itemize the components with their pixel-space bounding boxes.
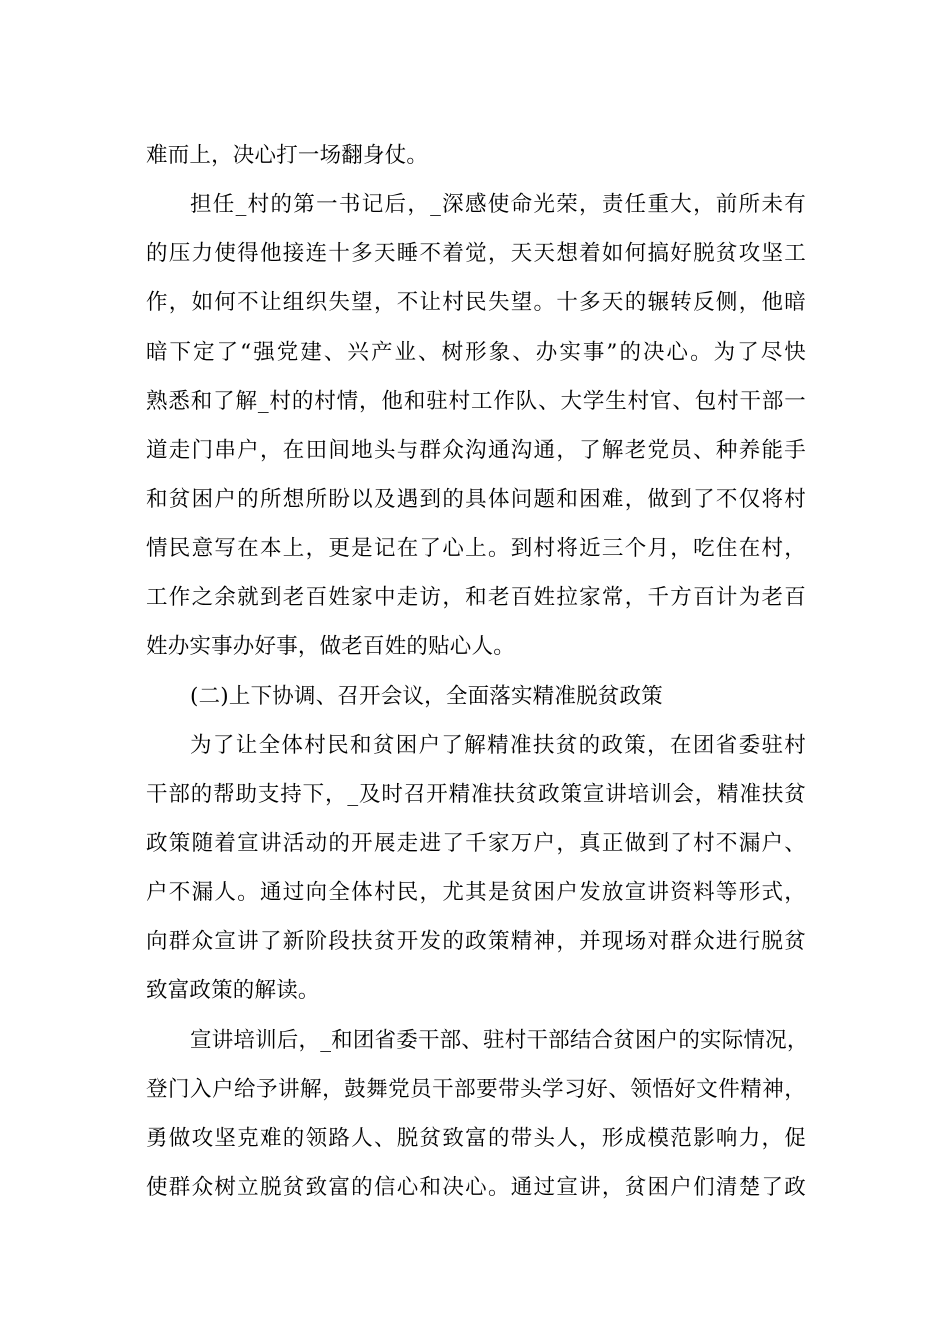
text-line: 使群众树立脱贫致富的信心和决心。通过宣讲，贫困户们清楚了政 <box>146 1174 806 1200</box>
text-line: 道走门串户，在田间地头与群众沟通沟通，了解老党员、种养能手 <box>146 437 806 463</box>
text-line: 干部的帮助支持下，_及时召开精准扶贫政策宣讲培训会，精准扶贫 <box>146 781 806 807</box>
text-line: 熟悉和了解_村的村情，他和驻村工作队、大学生村官、包村干部一 <box>146 388 806 414</box>
text-line: 工作之余就到老百姓家中走访，和老百姓拉家常，千方百计为老百 <box>146 585 806 611</box>
section-heading: (二)上下协调、召开会议，全面落实精准脱贫政策 <box>190 683 663 709</box>
text-line: 暗下定了“强党建、兴产业、树形象、办实事”的决心。为了尽快 <box>146 339 806 365</box>
text-line: 致富政策的解读。 <box>146 978 320 1004</box>
text-line: 户不漏人。通过向全体村民，尤其是贫困户发放宣讲资料等形式， <box>146 880 806 906</box>
text-line: 政策随着宣讲活动的开展走进了千家万户，真正做到了村不漏户、 <box>146 830 806 856</box>
text-line: 姓办实事办好事，做老百姓的贴心人。 <box>146 634 515 660</box>
text-line: 为了让全体村民和贫困户了解精准扶贫的政策，在团省委驻村 <box>190 732 806 758</box>
text-line: 宣讲培训后，_和团省委干部、驻村干部结合贫困户的实际情况， <box>190 1027 809 1053</box>
text-line: 作，如何不让组织失望，不让村民失望。十多天的辗转反侧，他暗 <box>146 290 806 316</box>
text-line: 的压力使得他接连十多天睡不着觉，天天想着如何搞好脱贫攻坚工 <box>146 241 806 267</box>
text-line: 勇做攻坚克难的领路人、脱贫致富的带头人，形成模范影响力，促 <box>146 1125 806 1151</box>
text-line: 登门入户给予讲解，鼓舞党员干部要带头学习好、领悟好文件精神， <box>146 1076 806 1102</box>
text-line: 难而上，决心打一场翻身仗。 <box>146 143 429 168</box>
text-line: 向群众宣讲了新阶段扶贫开发的政策精神，并现场对群众进行脱贫 <box>146 929 806 955</box>
text-line: 担任_村的第一书记后，_深感使命光荣，责任重大，前所未有 <box>190 192 806 218</box>
document-body <box>146 131 809 1212</box>
text-line: 和贫困户的所想所盼以及遇到的具体问题和困难，做到了不仅将村 <box>146 486 806 512</box>
text-line: 情民意写在本上，更是记在了心上。到村将近三个月，吃住在村， <box>146 536 806 562</box>
